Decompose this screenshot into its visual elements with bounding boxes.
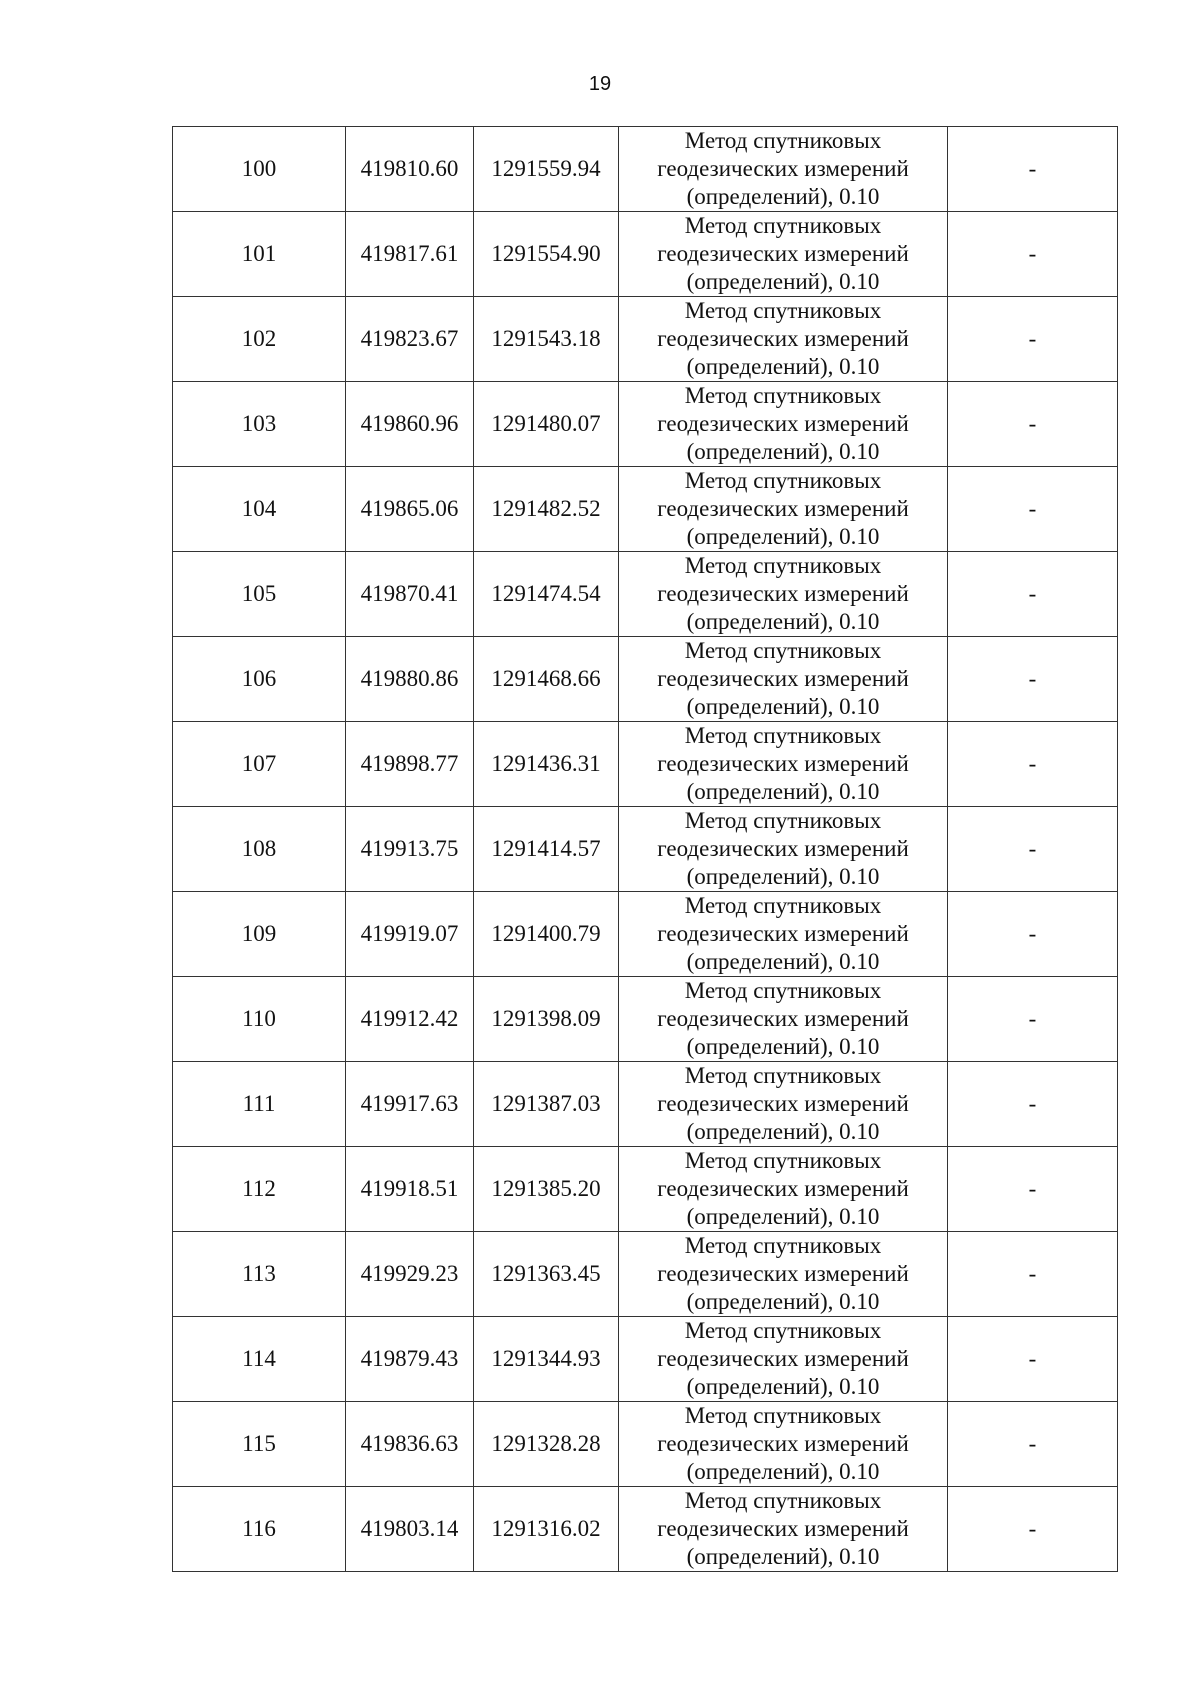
point-number-cell: 104 <box>173 467 346 552</box>
method-cell <box>619 297 948 382</box>
note-cell: - <box>948 382 1118 467</box>
y-coordinate-cell: 1291482.52 <box>474 467 619 552</box>
x-coordinate-cell: 419836.63 <box>346 1402 474 1487</box>
y-coordinate-cell: 1291387.03 <box>474 1062 619 1147</box>
note-cell: - <box>948 1062 1118 1147</box>
x-coordinate-cell: 419919.07 <box>346 892 474 977</box>
method-text-line3: (определений), 0.10 <box>686 439 880 464</box>
point-number-cell: 113 <box>173 1232 346 1317</box>
method-text-line1: Метод спутниковых <box>684 1063 882 1088</box>
method-text-line1: Метод спутниковых <box>684 1403 882 1428</box>
method-text-line2: геодезических измерений <box>657 1091 909 1116</box>
x-coordinate-cell: 419929.23 <box>346 1232 474 1317</box>
note-cell: - <box>948 892 1118 977</box>
note-cell: - <box>948 1317 1118 1402</box>
method-text-line2: геодезических измерений <box>657 1516 909 1541</box>
x-coordinate-cell: 419860.96 <box>346 382 474 467</box>
method-text-line2: геодезических измерений <box>657 1006 909 1031</box>
x-coordinate-cell: 419810.60 <box>346 127 474 212</box>
method-cell <box>619 212 948 297</box>
table-row <box>173 1232 1118 1317</box>
note-cell: - <box>948 977 1118 1062</box>
table-row <box>173 722 1118 807</box>
method-text-line1: Метод спутниковых <box>684 213 882 238</box>
table-row <box>173 892 1118 977</box>
method-cell <box>619 892 948 977</box>
x-coordinate-cell: 419879.43 <box>346 1317 474 1402</box>
method-text-line1: Метод спутниковых <box>684 553 882 578</box>
method-cell <box>619 722 948 807</box>
method-text-line2: геодезических измерений <box>657 921 909 946</box>
x-coordinate-cell: 419870.41 <box>346 552 474 637</box>
method-text-line3: (определений), 0.10 <box>686 1204 880 1229</box>
method-text-line1: Метод спутниковых <box>684 298 882 323</box>
method-text-line2: геодезических измерений <box>657 496 909 521</box>
method-text-line3: (определений), 0.10 <box>686 354 880 379</box>
method-text-line2: геодезических измерений <box>657 1346 909 1371</box>
table-row <box>173 1062 1118 1147</box>
method-cell <box>619 807 948 892</box>
table-row <box>173 382 1118 467</box>
note-cell: - <box>948 212 1118 297</box>
coordinates-table <box>172 126 1118 1572</box>
point-number-cell: 102 <box>173 297 346 382</box>
method-text-line3: (определений), 0.10 <box>686 1544 880 1569</box>
table-row <box>173 1317 1118 1402</box>
note-cell: - <box>948 467 1118 552</box>
method-text-line1: Метод спутниковых <box>684 383 882 408</box>
method-text-line3: (определений), 0.10 <box>686 864 880 889</box>
method-text-line1: Метод спутниковых <box>684 1233 882 1258</box>
x-coordinate-cell: 419898.77 <box>346 722 474 807</box>
method-cell <box>619 127 948 212</box>
method-text-line2: геодезических измерений <box>657 666 909 691</box>
method-text-line3: (определений), 0.10 <box>686 1119 880 1144</box>
y-coordinate-cell: 1291400.79 <box>474 892 619 977</box>
method-text-line1: Метод спутниковых <box>684 638 882 663</box>
table-row <box>173 1487 1118 1572</box>
method-text-line3: (определений), 0.10 <box>686 949 880 974</box>
note-cell: - <box>948 722 1118 807</box>
method-text-line2: геодезических измерений <box>657 836 909 861</box>
point-number-cell: 109 <box>173 892 346 977</box>
table-row <box>173 1402 1118 1487</box>
point-number-cell: 103 <box>173 382 346 467</box>
y-coordinate-cell: 1291436.31 <box>474 722 619 807</box>
point-number-cell: 106 <box>173 637 346 722</box>
method-text-line1: Метод спутниковых <box>684 723 882 748</box>
note-cell: - <box>948 807 1118 892</box>
method-text-line3: (определений), 0.10 <box>686 1034 880 1059</box>
method-text-line2: геодезических измерений <box>657 1176 909 1201</box>
method-text-line1: Метод спутниковых <box>684 1488 882 1513</box>
x-coordinate-cell: 419913.75 <box>346 807 474 892</box>
y-coordinate-cell: 1291398.09 <box>474 977 619 1062</box>
page-number: 19 <box>588 73 612 95</box>
method-cell <box>619 977 948 1062</box>
y-coordinate-cell: 1291316.02 <box>474 1487 619 1572</box>
method-cell <box>619 1062 948 1147</box>
y-coordinate-cell: 1291468.66 <box>474 637 619 722</box>
y-coordinate-cell: 1291559.94 <box>474 127 619 212</box>
y-coordinate-cell: 1291474.54 <box>474 552 619 637</box>
method-cell <box>619 552 948 637</box>
method-text-line2: геодезических измерений <box>657 1431 909 1456</box>
y-coordinate-cell: 1291344.93 <box>474 1317 619 1402</box>
method-cell <box>619 1317 948 1402</box>
method-cell <box>619 1147 948 1232</box>
x-coordinate-cell: 419823.67 <box>346 297 474 382</box>
table-row <box>173 552 1118 637</box>
method-text-line2: геодезических измерений <box>657 326 909 351</box>
method-cell <box>619 382 948 467</box>
table-row <box>173 212 1118 297</box>
y-coordinate-cell: 1291414.57 <box>474 807 619 892</box>
method-text-line1: Метод спутниковых <box>684 978 882 1003</box>
point-number-cell: 108 <box>173 807 346 892</box>
method-text-line1: Метод спутниковых <box>684 808 882 833</box>
point-number-cell: 100 <box>173 127 346 212</box>
note-cell: - <box>948 297 1118 382</box>
x-coordinate-cell: 419803.14 <box>346 1487 474 1572</box>
table-row <box>173 1147 1118 1232</box>
note-cell: - <box>948 1402 1118 1487</box>
point-number-cell: 112 <box>173 1147 346 1232</box>
method-cell <box>619 637 948 722</box>
method-text-line2: геодезических измерений <box>657 241 909 266</box>
point-number-cell: 105 <box>173 552 346 637</box>
note-cell: - <box>948 1232 1118 1317</box>
table-row <box>173 297 1118 382</box>
method-text-line1: Метод спутниковых <box>684 128 882 153</box>
point-number-cell: 114 <box>173 1317 346 1402</box>
method-text-line3: (определений), 0.10 <box>686 1289 880 1314</box>
method-text-line1: Метод спутниковых <box>684 468 882 493</box>
method-text-line2: геодезических измерений <box>657 1261 909 1286</box>
y-coordinate-cell: 1291328.28 <box>474 1402 619 1487</box>
method-text-line1: Метод спутниковых <box>684 893 882 918</box>
note-cell: - <box>948 637 1118 722</box>
method-text-line2: геодезических измерений <box>657 411 909 436</box>
point-number-cell: 107 <box>173 722 346 807</box>
note-cell: - <box>948 552 1118 637</box>
method-text-line3: (определений), 0.10 <box>686 524 880 549</box>
table-row <box>173 467 1118 552</box>
method-text-line2: геодезических измерений <box>657 581 909 606</box>
y-coordinate-cell: 1291385.20 <box>474 1147 619 1232</box>
table-row <box>173 127 1118 212</box>
note-cell: - <box>948 1147 1118 1232</box>
x-coordinate-cell: 419918.51 <box>346 1147 474 1232</box>
coordinates-table-body <box>173 127 1118 1572</box>
method-text-line2: геодезических измерений <box>657 156 909 181</box>
method-text-line3: (определений), 0.10 <box>686 779 880 804</box>
x-coordinate-cell: 419865.06 <box>346 467 474 552</box>
method-cell <box>619 1487 948 1572</box>
note-cell: - <box>948 127 1118 212</box>
method-cell <box>619 1232 948 1317</box>
method-text-line2: геодезических измерений <box>657 751 909 776</box>
y-coordinate-cell: 1291480.07 <box>474 382 619 467</box>
note-cell: - <box>948 1487 1118 1572</box>
point-number-cell: 115 <box>173 1402 346 1487</box>
x-coordinate-cell: 419912.42 <box>346 977 474 1062</box>
method-text-line3: (определений), 0.10 <box>686 694 880 719</box>
method-text-line3: (определений), 0.10 <box>686 1459 880 1484</box>
y-coordinate-cell: 1291554.90 <box>474 212 619 297</box>
y-coordinate-cell: 1291363.45 <box>474 1232 619 1317</box>
point-number-cell: 101 <box>173 212 346 297</box>
method-text-line3: (определений), 0.10 <box>686 609 880 634</box>
x-coordinate-cell: 419817.61 <box>346 212 474 297</box>
method-text-line3: (определений), 0.10 <box>686 184 880 209</box>
method-text-line1: Метод спутниковых <box>684 1318 882 1343</box>
method-text-line3: (определений), 0.10 <box>686 269 880 294</box>
table-row <box>173 637 1118 722</box>
point-number-cell: 110 <box>173 977 346 1062</box>
method-text-line1: Метод спутниковых <box>684 1148 882 1173</box>
point-number-cell: 111 <box>173 1062 346 1147</box>
method-cell <box>619 467 948 552</box>
y-coordinate-cell: 1291543.18 <box>474 297 619 382</box>
point-number-cell: 116 <box>173 1487 346 1572</box>
x-coordinate-cell: 419880.86 <box>346 637 474 722</box>
method-cell <box>619 1402 948 1487</box>
table-row <box>173 807 1118 892</box>
x-coordinate-cell: 419917.63 <box>346 1062 474 1147</box>
method-text-line3: (определений), 0.10 <box>686 1374 880 1399</box>
table-row <box>173 977 1118 1062</box>
